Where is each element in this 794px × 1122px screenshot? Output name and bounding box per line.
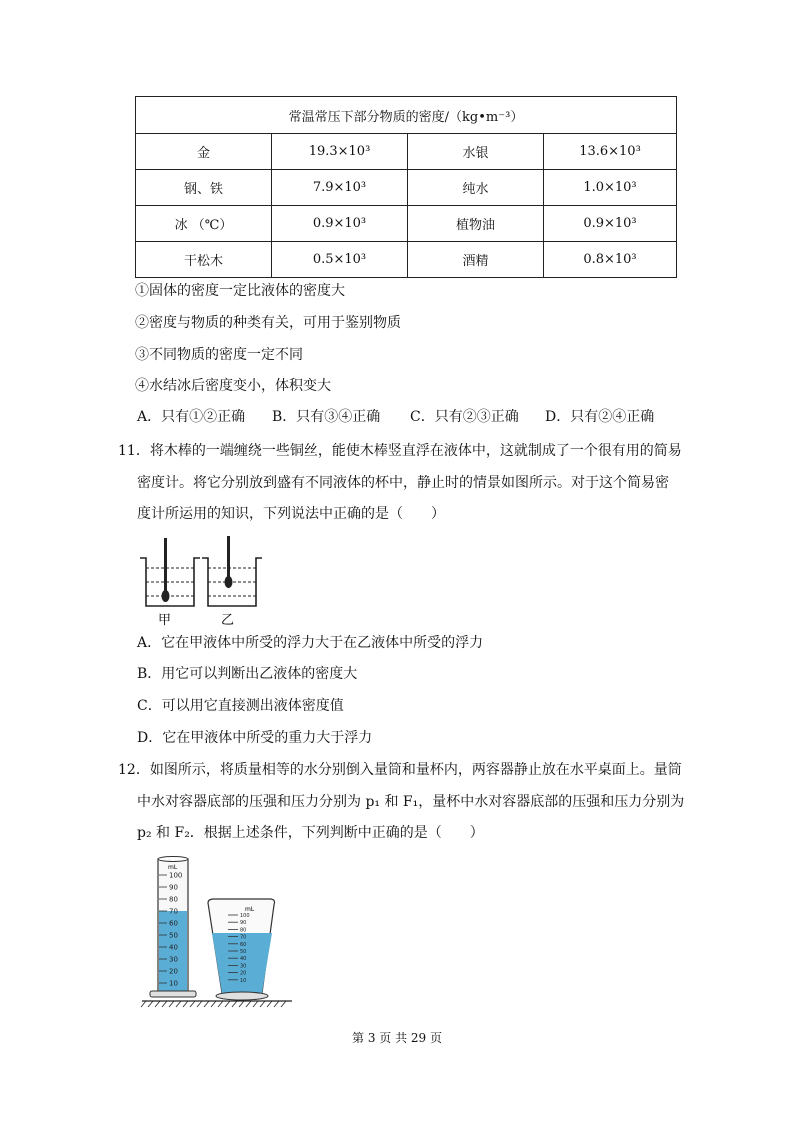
cylinder-unit: mL: [168, 864, 178, 871]
cylinder-tick-label: 50: [169, 931, 178, 940]
table-cell: 0.5×10³: [272, 242, 408, 278]
table-hatch: [141, 1001, 286, 1007]
hatch-line: [260, 1001, 265, 1007]
hatch-line: [225, 1001, 230, 1007]
statement-2: ②密度与物质的种类有关，可用于鉴别物质: [135, 315, 401, 331]
beaker-tick-label: 60: [240, 941, 247, 948]
statement-4: ④水结冰后密度变小，体积变大: [135, 378, 331, 394]
table-cell: 0.8×10³: [544, 242, 677, 278]
hatch-line: [176, 1001, 181, 1007]
table-cell: 7.9×10³: [272, 170, 408, 206]
hydrometer-figure: [136, 536, 266, 628]
measuring-beaker: [208, 899, 275, 1000]
beaker-tick-label: 70: [240, 934, 247, 941]
table-cell: 纯水: [408, 170, 544, 206]
table-cell: 19.3×10³: [272, 134, 408, 170]
q10-option-d[interactable]: D．只有②④正确: [545, 409, 655, 425]
q11-stem-line-1: 11．将木棒的一端缠绕一些铜丝，能使木棒竖直浮在液体中，这就制成了一个很有用的简易: [118, 443, 682, 459]
hydrometer-stick: [164, 538, 167, 594]
hatch-line: [204, 1001, 209, 1007]
beaker-jia: [140, 538, 200, 606]
cylinder-tick-label: 40: [169, 943, 178, 952]
beaker-yi: [202, 536, 262, 606]
q10-option-c[interactable]: C．只有②③正确: [410, 409, 519, 425]
cylinder-tick-label: 100: [169, 871, 183, 880]
label-yi: 乙: [221, 613, 235, 628]
table-cell: 金: [136, 134, 272, 170]
q11-option-a[interactable]: A．它在甲液体中所受的浮力大于在乙液体中所受的浮力: [137, 635, 484, 651]
q11-option-d[interactable]: D．它在甲液体中所受的重力大于浮力: [137, 730, 373, 746]
table-header-row: [136, 97, 677, 134]
table-title: 常温常压下部分物质的密度/（kg•m⁻³）: [136, 97, 677, 134]
q11-stem-line-3: 度计所运用的知识，下列说法中正确的是（ ）: [137, 506, 445, 522]
hatch-line: [232, 1001, 237, 1007]
table-cell: 植物油: [408, 206, 544, 242]
q11-stem-line-2: 密度计。将它分别放到盛有不同液体的杯中，静止时的情景如图所示。对于这个简易密: [137, 475, 669, 491]
hatch-line: [253, 1001, 258, 1007]
q10-option-b[interactable]: B．只有③④正确: [272, 409, 381, 425]
beaker-unit: mL: [245, 906, 255, 913]
table-row: [136, 134, 677, 170]
hatch-line: [218, 1001, 223, 1007]
table-cell: 0.9×10³: [272, 206, 408, 242]
hatch-line: [148, 1001, 153, 1007]
label-jia: 甲: [158, 613, 172, 628]
q10-option-a[interactable]: A．只有①②正确: [137, 409, 246, 425]
hatch-line: [267, 1001, 272, 1007]
cylinder-tick-label: 30: [169, 955, 178, 964]
hatch-line: [155, 1001, 160, 1007]
cylinder-beaker-figure: [140, 853, 300, 1013]
cylinder-tick-label: 10: [169, 979, 178, 988]
hatch-line: [169, 1001, 174, 1007]
beaker-tick-label: 90: [240, 920, 247, 927]
table-cell: 干松木: [136, 242, 272, 278]
hatch-line: [190, 1001, 195, 1007]
table-cell: 1.0×10³: [544, 170, 677, 206]
q12-stem-line-3: p₂ 和 F₂．根据上述条件，下列判断中正确的是（ ）: [137, 825, 484, 841]
statement-3: ③不同物质的密度一定不同: [135, 347, 303, 363]
cylinder-tick-label: 20: [169, 967, 178, 976]
cylinder-tick-label: 60: [169, 919, 178, 928]
table-cell: 钢、铁: [136, 170, 272, 206]
hatch-line: [246, 1001, 251, 1007]
q11-option-b[interactable]: B．用它可以判断出乙液体的密度大: [137, 666, 358, 682]
table-row: [136, 206, 677, 242]
statement-1: ①固体的密度一定比液体的密度大: [135, 283, 345, 299]
hatch-line: [162, 1001, 167, 1007]
beaker-tick-label: 40: [240, 956, 247, 963]
table-cell: 13.6×10³: [544, 134, 677, 170]
copper-wire-weight: [225, 576, 233, 588]
table-cell: 酒精: [408, 242, 544, 278]
q12-stem-line-1: 12．如图所示，将质量相等的水分别倒入量筒和量杯内，两容器静止放在水平桌面上。量筒: [118, 762, 682, 778]
beaker-tick-label: 80: [240, 927, 247, 934]
table-cell: 0.9×10³: [544, 206, 677, 242]
table-cell: 冰 （℃）: [136, 206, 272, 242]
cylinder-tick-label: 80: [169, 895, 178, 904]
density-table: [135, 96, 677, 278]
q11-option-c[interactable]: C．可以用它直接测出液体密度值: [137, 698, 344, 714]
beaker-tick-label: 20: [240, 970, 247, 977]
cylinder-tick-label: 70: [169, 907, 178, 916]
hatch-line: [211, 1001, 216, 1007]
hatch-line: [183, 1001, 188, 1007]
beaker-tick-label: 30: [240, 963, 247, 970]
page-footer: 第 3 页 共 29 页: [352, 1031, 442, 1045]
table-row: [136, 242, 677, 278]
hydrometer-stick: [227, 536, 230, 580]
q12-stem-line-2: 中水对容器底部的压强和压力分别为 p₁ 和 F₁，量杯中水对容器底部的压强和压力分别为: [137, 794, 685, 810]
hatch-line: [281, 1001, 286, 1007]
beaker-tick-label: 100: [240, 913, 250, 919]
hatch-line: [274, 1001, 279, 1007]
hatch-line: [141, 1001, 146, 1007]
copper-wire-weight: [162, 590, 170, 602]
beaker-tick-label: 50: [240, 949, 247, 955]
measuring-cylinder: [150, 857, 196, 998]
table-cell: 水银: [408, 134, 544, 170]
table-row: [136, 170, 677, 206]
beaker-tick-label: 10: [240, 977, 247, 984]
hatch-line: [197, 1001, 202, 1007]
hatch-line: [239, 1001, 244, 1007]
cylinder-tick-label: 90: [169, 883, 178, 892]
